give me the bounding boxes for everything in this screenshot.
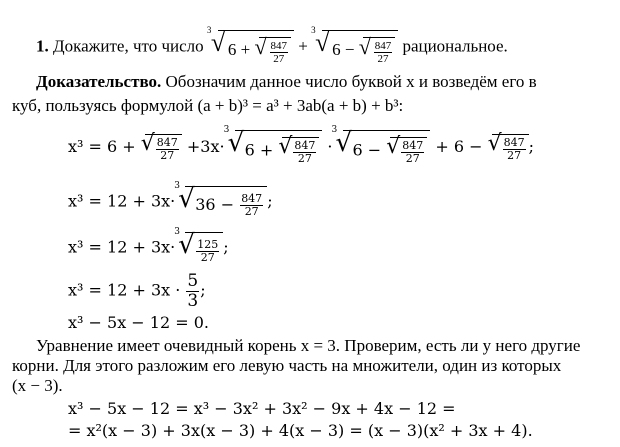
equation-line-2: x³ = 12 + 3x· √ 3 36 − $\frac{847}{27}$ ;: [68, 186, 273, 218]
equation-line-3: x³ = 12 + 3x· √ 3 $\frac{125}{27}$ ;: [68, 232, 229, 264]
para-line-2: корни. Для этого разложим его левую часть на множители, один из которых: [12, 356, 562, 375]
factor-line-1: x³ − 5x − 12 = x³ − 3x² + 3x² − 9x + 4x − 12 =: [68, 399, 456, 418]
problem-text: Докажите, что число: [53, 36, 204, 56]
factor-line-2: = x²(x − 3) + 3x(x − 3) + 4(x − 3) = (x − 3)(x² + 3x + 4).: [68, 421, 533, 440]
para-line-1: Уравнение имеет очевидный корень x = 3. Проверим, есть ли у него другие: [36, 336, 581, 355]
sqrt-1: √ $\frac{847}{27}$: [259, 37, 292, 65]
equation-line-5: x³ − 5x − 12 = 0.: [68, 313, 209, 332]
para-line-3: (x − 3).: [12, 376, 63, 395]
problem-statement: 1. Докажите, что число √ 3 6 + √ $\frac{847}{27}$ + √ 3 6 − √ $\frac{847}{27}$ рациональное.: [36, 30, 508, 65]
cube-root-2: √ 3 6 − √ $\frac{847}{27}$: [322, 30, 398, 65]
proof-text-1: Обозначим данное число буквой x и возведём его в: [165, 72, 537, 91]
proof-line-2: куб, пользуясь формулой (a + b)³ = a³ + 3ab(a + b) + b³:: [12, 96, 404, 115]
equation-line-4: x³ = 12 + 3x · $\frac{5}{3}$ ;: [68, 271, 206, 311]
cube-root-1: √ 3 6 + √ $\frac{847}{27}$: [218, 30, 294, 65]
equation-line-1: x³ = 6 + √ $\frac{847}{27}$ +3x· √ 3 6 + √ $\frac{847}{27}$ · √ 3 6 − √ $\frac{847}{27}$ + 6 − √ $\frac{847}{27}$ ;: [68, 130, 534, 165]
proof-label: Доказательство.: [36, 72, 162, 91]
proof-line-1: [36, 72, 537, 92]
problem-number: 1.: [36, 36, 49, 56]
problem-after: рациональное.: [402, 36, 508, 56]
sqrt-2: √ $\frac{847}{27}$: [363, 37, 396, 65]
